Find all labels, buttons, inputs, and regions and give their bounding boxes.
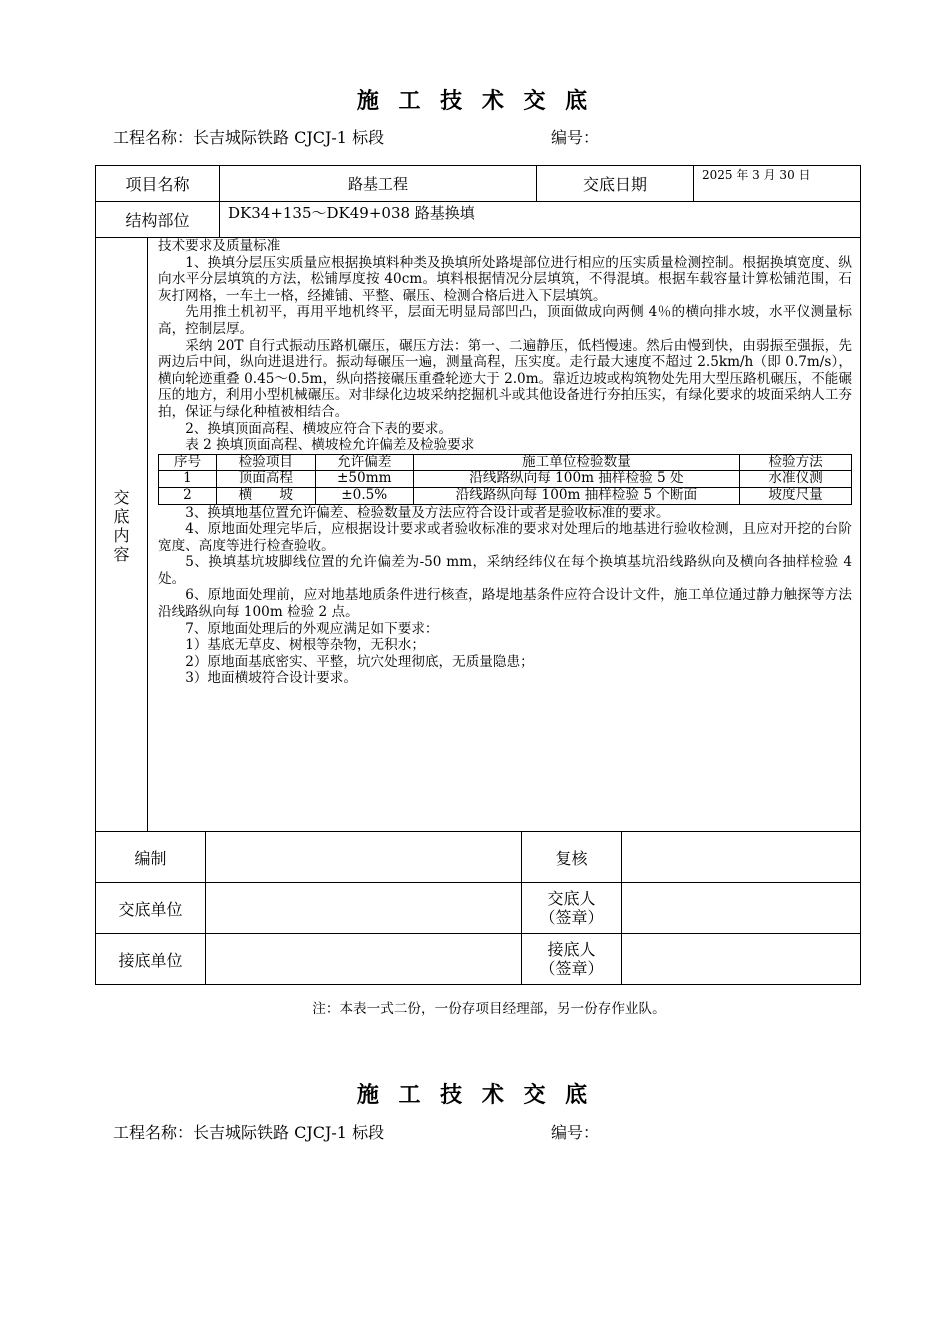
page-2-project-name: 工程名称：长吉城际铁路 CJCJ-1 标段 bbox=[113, 1123, 385, 1142]
review-label: 复核 bbox=[555, 848, 588, 868]
receiver-label-line1: 接底人 bbox=[547, 940, 596, 959]
page-2-document-number-label: 编号： bbox=[551, 1123, 600, 1142]
paragraph-11: 2）原地面基底密实、平整，坑穴处理彻底，无质量隐患； bbox=[185, 653, 534, 670]
paragraph-12: 3）地面横坡符合设计要求。 bbox=[185, 670, 357, 687]
table-row bbox=[159, 471, 852, 488]
paragraph-10: 1）基底无草皮、树根等杂物，无积水； bbox=[185, 637, 425, 654]
table-header-cell: 施工单位检验数量 bbox=[413, 454, 739, 471]
table-header-cell: 检验项目 bbox=[216, 454, 315, 471]
inspection-table bbox=[158, 454, 852, 505]
table-cell: 坡度尺量 bbox=[740, 487, 852, 504]
table-header-cell: 检验方法 bbox=[740, 454, 852, 471]
content-label-text: 交底内容 bbox=[113, 488, 130, 564]
paragraph-1: 1、换填分层压实质量应根据换填料种类及换填所处路堤部位进行相应的压实质量检测控制。根据换填宽度、纵向水平分层填筑的方法，松铺厚度按 40cm。填料根据情况分层填筑，不得混填。根据车载容量计算松铺范围，石灰打网格，一车土一格，经摊铺、平整、碾压、检测合格后进入下层填筑。 bbox=[158, 254, 852, 304]
table-cell: 1 bbox=[159, 471, 217, 488]
issue-date-label: 交底日期 bbox=[582, 175, 647, 194]
receiver-label-line2: （签章） bbox=[539, 959, 604, 978]
receive-unit-field[interactable] bbox=[206, 934, 521, 984]
content-body bbox=[158, 238, 852, 687]
content-label bbox=[96, 488, 147, 564]
structure-part-value: DK34+135～DK49+038 路基换填 bbox=[228, 203, 475, 222]
compile-field[interactable] bbox=[206, 832, 521, 882]
issuer-label-line1: 交底人 bbox=[547, 889, 596, 908]
table-cell: 2 bbox=[159, 487, 217, 504]
paragraph-5: 3、换填地基位置允许偏差、检验数量及方法应符合设计或者是验收标准的要求。 bbox=[185, 504, 670, 521]
table-cell: 沿线路纵向每 100m 抽样检验 5 个断面 bbox=[413, 487, 739, 504]
issuer-label bbox=[522, 883, 621, 933]
review-field[interactable] bbox=[622, 832, 860, 882]
content-heading: 技术要求及质量标准 bbox=[158, 238, 281, 254]
receiver-signature-field[interactable] bbox=[622, 934, 860, 984]
paragraph-6: 4、原地面处理完毕后，应根据设计要求或者验收标准的要求对处理后的地基进行验收检测，且应对开挖的台阶宽度、高度等进行检查验收。 bbox=[158, 521, 852, 554]
item-name-label: 项目名称 bbox=[125, 175, 190, 194]
document-number-label: 编号： bbox=[551, 128, 600, 147]
paragraph-7: 5、换填基坑坡脚线位置的允许偏差为-50 mm，采纳经纬仪在每个换填基坑沿线路纵向及横向各抽样检验 4 处。 bbox=[158, 554, 852, 587]
paragraph-9: 7、原地面处理后的外观应满足如下要求： bbox=[185, 620, 439, 637]
page-title: 施 工 技 术 交 底 bbox=[356, 88, 594, 114]
table-cell: ±0.5% bbox=[315, 487, 413, 504]
issue-unit-field[interactable] bbox=[206, 883, 521, 933]
table-header-row bbox=[159, 454, 852, 471]
table-header-cell: 允许偏差 bbox=[315, 454, 413, 471]
issue-date-value: 2025 年 3 月 30 日 bbox=[702, 167, 811, 182]
structure-part-label: 结构部位 bbox=[125, 211, 190, 230]
table-cell: ±50mm bbox=[315, 471, 413, 488]
receiver-label bbox=[522, 934, 621, 984]
receive-unit-label: 接底单位 bbox=[118, 950, 183, 970]
issue-unit-label: 交底单位 bbox=[118, 899, 183, 919]
paragraph-8: 6、原地面处理前，应对地基地质条件进行核查，路堤地基条件应符合设计文件，施工单位通过静力触探等方法沿线路纵向每 100m 检验 2 点。 bbox=[158, 587, 852, 621]
paragraph-2: 先用推土机初平，再用平地机终平，层面无明显局部凹凸，顶面做成向两侧 4％的横向排水坡，水平仪测量标高，控制层厚。 bbox=[158, 304, 852, 337]
paragraph-3: 采纳 20T 自行式振动压路机碾压，碾压方法：第一、二遍静压，低档慢速。然后由慢到快，由弱振至强振，先两边后中间，纵向进退进行。振动每碾压一遍，测量高程，压实度。走行最大速度不超过 2.5km/h（即 0.7m/s），横向轮迹重叠 0.45～0.5m，纵向搭接碾压重叠轮迹大于 2.0m。靠近边坡或构筑物处先用大型压路机碾压，不能碾压的地方，利用小型机械碾压。对非绿化边坡采纳挖掘机斗或其他设备进行夯拍压实，有绿化要求的坡面采纳人工夯拍，保证与绿化种植被相结合。 bbox=[158, 337, 852, 420]
table-cell: 顶面高程 bbox=[216, 471, 315, 488]
item-name-value: 路基工程 bbox=[347, 175, 408, 193]
table-header-cell: 序号 bbox=[159, 454, 217, 471]
table-cell: 沿线路纵向每 100m 抽样检验 5 处 bbox=[413, 471, 739, 488]
compile-label: 编制 bbox=[134, 848, 167, 868]
issuer-label-line2: （签章） bbox=[539, 908, 604, 927]
issuer-signature-field[interactable] bbox=[622, 883, 860, 933]
table-caption: 表 2 换填顶面高程、横坡检允许偏差及检验要求 bbox=[185, 437, 475, 454]
page-2-title: 施 工 技 术 交 底 bbox=[356, 1082, 594, 1108]
table-cell: 横 坡 bbox=[216, 487, 315, 504]
project-name: 工程名称：长吉城际铁路 CJCJ-1 标段 bbox=[113, 128, 385, 147]
table-cell: 水准仪测 bbox=[740, 471, 852, 488]
table-row bbox=[159, 487, 852, 504]
paragraph-4: 2、换填顶面高程、横坡应符合下表的要求。 bbox=[185, 420, 453, 437]
footnote: 注：本表一式二份，一份存项目经理部，另一份存作业队。 bbox=[312, 1001, 666, 1017]
